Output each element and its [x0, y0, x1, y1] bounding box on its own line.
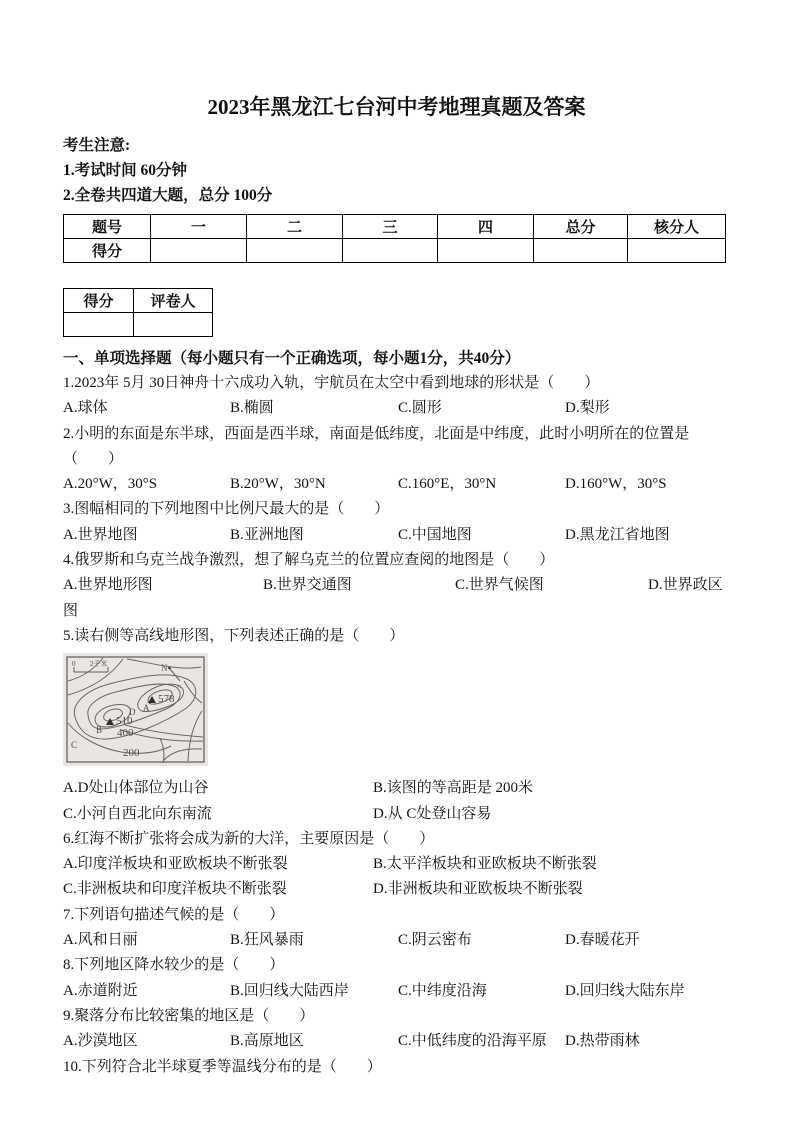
peak-a-label: A [143, 703, 150, 714]
score-table-cell: 二 [247, 215, 343, 239]
score-table-empty-cell [438, 239, 534, 263]
question-4-option-A: A.世界地形图 [63, 577, 153, 594]
question-1-option-D: D.梨形 [565, 400, 610, 417]
question-5-text: 5.读右侧等高线地形图，下列表述正确的是（ ） [63, 627, 405, 644]
question-4-option-D: D.世界政区图 [63, 577, 723, 619]
question-6-text: 6.红海不断扩张将会成为新的大洋，主要原因是（ ） [63, 830, 435, 847]
question-2-option-D: D.160°W，30°S [565, 476, 667, 493]
grader-table-empty-cell [134, 313, 213, 337]
question-8-option-D: D.回归线大陆东岸 [565, 982, 685, 999]
grader-table-empty-row [64, 313, 213, 337]
grader-table-header-row [64, 289, 213, 313]
question-9-text: 9.聚落分布比较密集的地区是（ ） [63, 1007, 315, 1024]
score-table-empty-cell [343, 239, 438, 263]
score-table-cell: 一 [151, 215, 247, 239]
contour-400-label: 400 [117, 727, 134, 740]
scale-distance-label: 2千米 [90, 660, 108, 669]
question-7-option-B: B.狂风暴雨 [230, 932, 304, 949]
question-3-option-C: C.中国地图 [398, 526, 472, 543]
question-1-option-A: A.球体 [63, 400, 108, 417]
score-table-empty-cell [534, 239, 628, 263]
question-5-option-B: B.该图的等高距是 200米 [373, 780, 534, 797]
score-table-cell: 总分 [534, 215, 628, 239]
question-1-option-B: B.椭圆 [230, 400, 274, 417]
question-5-option-A: A.D处山体部位为山谷 [63, 780, 209, 797]
score-table-empty-cell [628, 239, 726, 263]
score-table [63, 214, 726, 263]
grader-table [63, 288, 213, 337]
question-8-option-B: B.回归线大陆西岸 [230, 982, 349, 999]
question-3-options [63, 523, 730, 548]
question-9-option-A: A.沙漠地区 [63, 1033, 138, 1050]
question-1-option-C: C.圆形 [398, 400, 442, 417]
question-3-option-D: D.黑龙江省地图 [565, 526, 670, 543]
question-4-option-B: B.世界交通图 [263, 577, 352, 594]
question-2-option-B: B.20°W，30°N [230, 476, 326, 493]
grader-table-empty-cell [64, 313, 134, 337]
question-9-option-D: D.热带雨林 [565, 1033, 640, 1050]
north-label: N [161, 663, 168, 674]
contour-map-svg [63, 653, 208, 766]
saddle-label: D [129, 707, 136, 718]
question-3-option-A: A.世界地图 [63, 526, 138, 543]
contour-map-figure [63, 653, 730, 766]
score-row-label: 得分 [64, 239, 151, 263]
north-cross: × [177, 682, 182, 692]
contour-200-label: 200 [123, 747, 140, 760]
score-table-empty-cell [151, 239, 247, 263]
score-table-cell: 四 [438, 215, 534, 239]
score-table-cell: 题号 [64, 215, 151, 239]
question-7-option-D: D.春暖花开 [565, 932, 640, 949]
question-8-text: 8.下列地区降水较少的是（ ） [63, 957, 285, 974]
grader-table-cell: 得分 [64, 289, 134, 313]
question-4-option-C: C.世界气候图 [455, 577, 544, 594]
question-6-option-B: B.太平洋板块和亚欧板块不断张裂 [373, 856, 597, 873]
question-6-option-D: D.非洲板块和亚欧板块不断张裂 [373, 881, 583, 898]
question-4-options [63, 573, 730, 624]
page-title: 2023年黑龙江七台河中考地理真题及答案 [207, 95, 586, 119]
question-4-text: 4.俄罗斯和乌克兰战争激烈，想了解乌克兰的位置应查阅的地图是（ ） [63, 552, 555, 569]
peak-b-label: B [96, 725, 103, 736]
notice-heading: 考生注意: [63, 137, 131, 154]
section-heading: 一、单项选择题（每小题只有一个正确选项，每小题1分，共40分） [63, 350, 521, 367]
question-1-text: 1.2023年 5月 30日神舟十六成功入轨，宇航员在太空中看到地球的形状是（ ） [63, 375, 600, 391]
question-8-option-C: C.中纬度沿海 [398, 982, 487, 999]
question-2-option-C: C.160°E，30°N [398, 476, 497, 493]
peak-b-elevation-label: 510 [116, 715, 133, 728]
score-table-header-row [64, 215, 726, 239]
grader-table-cell: 评卷人 [134, 289, 213, 313]
question-5-options [63, 776, 730, 827]
question-9-option-B: B.高原地区 [230, 1033, 304, 1050]
question-3-option-B: B.亚洲地图 [230, 526, 304, 543]
question-5-option-C: C.小河自西北向东南流 [63, 805, 212, 822]
scale-zero-label: 0 [72, 660, 76, 669]
score-table-empty-cell [247, 239, 343, 263]
score-table-cell: 核分人 [628, 215, 726, 239]
question-9-options [63, 1029, 730, 1054]
peak-a-elevation-label: 578 [158, 693, 175, 706]
question-1-options [63, 396, 730, 421]
score-table-cell: 三 [343, 215, 438, 239]
question-6-option-A: A.印度洋板块和亚欧板块不断张裂 [63, 856, 288, 873]
question-7-text: 7.下列语句描述气候的是（ ） [63, 906, 285, 923]
question-7-option-C: C.阴云密布 [398, 932, 472, 949]
question-list [63, 371, 730, 1080]
question-9-option-C: C.中低纬度的沿海平原 [398, 1033, 547, 1050]
question-10-text: 10.下列符合北半球夏季等温线分布的是（ ） [63, 1058, 382, 1075]
question-8-options [63, 979, 730, 1004]
question-7-option-A: A.风和日丽 [63, 932, 138, 949]
question-6-option-C: C.非洲板块和印度洋板块不断张裂 [63, 881, 287, 898]
question-2-text: 2.小明的东面是东半球，西面是西半球，南面是低纬度，北面是中纬度，此时小明所在的位置是（ ） [63, 425, 690, 467]
question-2-options [63, 472, 730, 497]
question-7-options [63, 928, 730, 953]
question-3-text: 3.图幅相同的下列地图中比例尺最大的是（ ） [63, 501, 390, 518]
notice-line-2: 2.全卷共四道大题，总分 100分 [63, 187, 273, 204]
question-8-option-A: A.赤道附近 [63, 982, 138, 999]
question-6-options [63, 852, 730, 903]
question-5-option-D: D.从 C处登山容易 [373, 805, 492, 822]
score-table-score-row [64, 239, 726, 263]
question-2-option-A: A.20°W，30°S [63, 476, 158, 493]
notice-line-1: 1.考试时间 60分钟 [63, 162, 188, 179]
foot-label: C [71, 740, 78, 751]
